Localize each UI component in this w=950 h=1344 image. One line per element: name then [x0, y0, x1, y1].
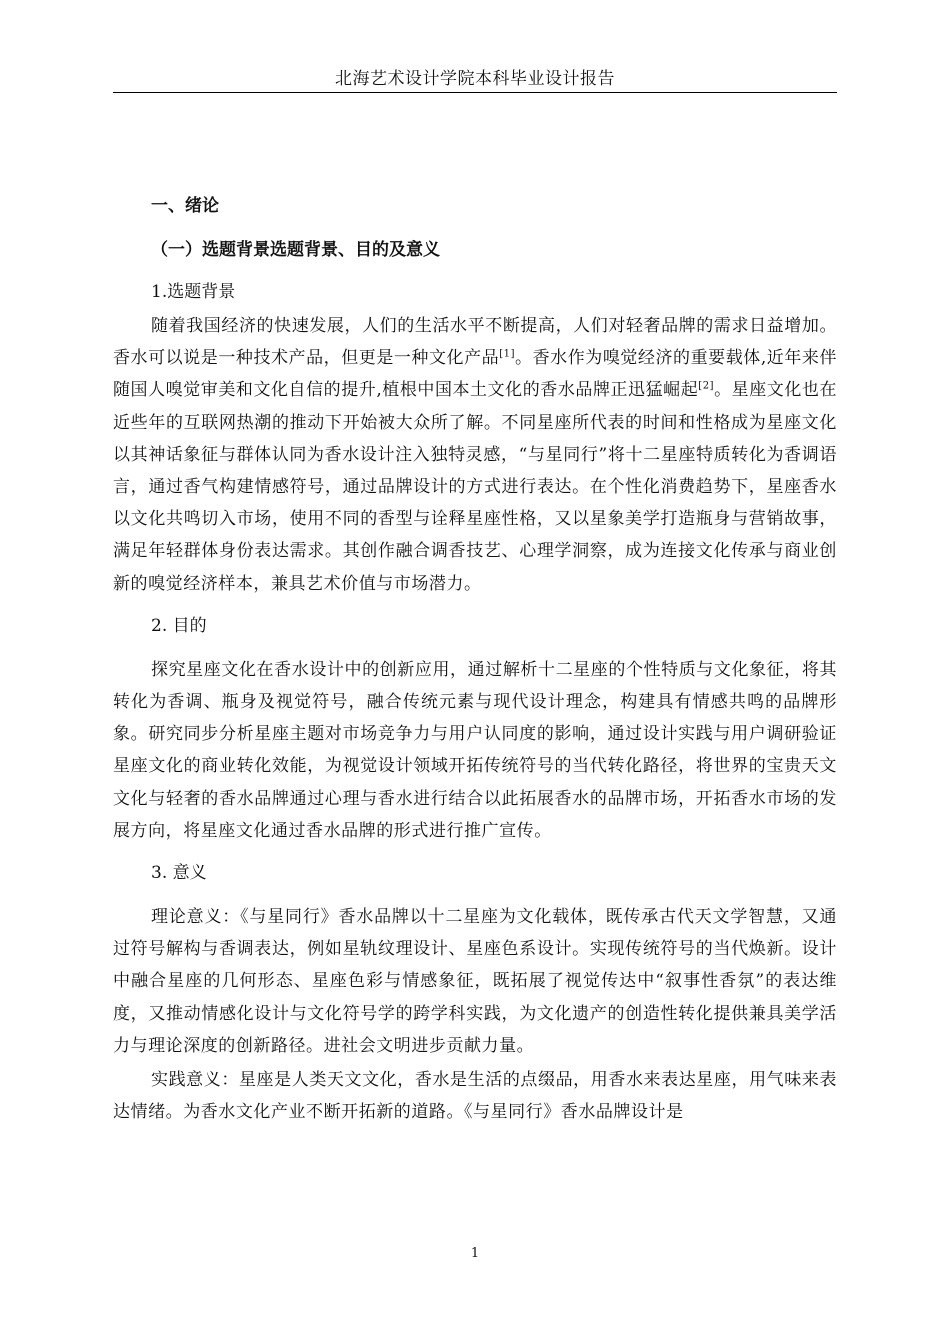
page-header: 北海艺术设计学院本科毕业设计报告	[335, 69, 615, 89]
page-number: 1	[470, 1246, 480, 1261]
section-title: （一）选题背景选题背景、目的及意义	[151, 240, 440, 260]
background-text-2: 。香水作为嗅觉经济的重要载体,近年来伴随国人嗅觉审美和文化自信的提升,植根中国本土文化的香水品牌正迅猛崛起	[113, 348, 837, 401]
purpose-heading: 2. 目的	[151, 615, 207, 636]
background-paragraph	[113, 310, 837, 600]
significance-heading: 3. 意义	[151, 863, 207, 884]
purpose-paragraph: 探究星座文化在香水设计中的创新应用，通过解析十二星座的个性特质与文化象征，将其转化为香调、瓶身及视觉符号，融合传统元素与现代设计理念，构建具有情感共鸣的品牌形象。研究同步分析星座主题对市场竞争力与用户认同度的影响，通过设计实践与用户调研验证星座文化的商业转化效能，为视觉设计领域开拓传统符号的当代转化路径，将世界的宝贵天文文化与轻奢的香水品牌通过心理与香水进行结合以此拓展香水的品牌市场，开拓香水市场的发展方向，将星座文化通过香水品牌的形式进行推广宣传。	[113, 659, 837, 841]
background-text-1: 随着我国经济的快速发展，人们的生活水平不断提高，人们对轻奢品牌的需求日益增加。香水可以说是一种技术产品，但更是一种文化产品	[113, 316, 837, 369]
theory-paragraph: 理论意义：《与星同行》香水品牌以十二星座为文化载体，既传承古代天文学智慧，又通过符号解构与香调表达，例如星轨纹理设计、星座色系设计。实现传统符号的当代焕新。设计中融合星座的几何形态、星座色彩与情感象征，既拓展了视觉传达中“叙事性香氛”的表达维度，又推动情感化设计与文化符号学的跨学科实践，为文化遗产的创造性转化提供兼具美学活力与理论深度的创新路径。进社会文明进步贡献力量。	[113, 907, 837, 1056]
chapter-title: 一、绪论	[151, 196, 219, 216]
document-body	[113, 190, 837, 1128]
citation-1: [1]	[499, 348, 516, 360]
practice-paragraph: 实践意义：星座是人类天文文化，香水是生活的点缀品，用香水来表达星座，用气味来表达情绪。为香水文化产业不断开拓新的道路。《与星同行》香水品牌设计是	[113, 1070, 837, 1123]
background-heading: 1.选题背景	[151, 282, 236, 302]
background-text-3: 。星座文化也在近些年的互联网热潮的推动下开始被大众所了解。不同星座所代表的时间和性格成为星座文化以其神话象征与群体认同为香水设计注入独特灵感，“与星同行”将十二星座特质转化为香调语言，通过香气构建情感符号，通过品牌设计的方式进行表达。在个性化消费趋势下，星座香水以文化共鸣切入市场，使用不同的香型与诠释星座性格，又以星象美学打造瓶身与营销故事，满足年轻群体身份表达需求。其创作融合调香技艺、心理学洞察，成为连接文化传承与商业创新的嗅觉经济样本，兼具艺术价值与市场潜力。	[113, 380, 837, 594]
citation-2: [2]	[698, 380, 715, 392]
header-rule	[113, 92, 837, 93]
